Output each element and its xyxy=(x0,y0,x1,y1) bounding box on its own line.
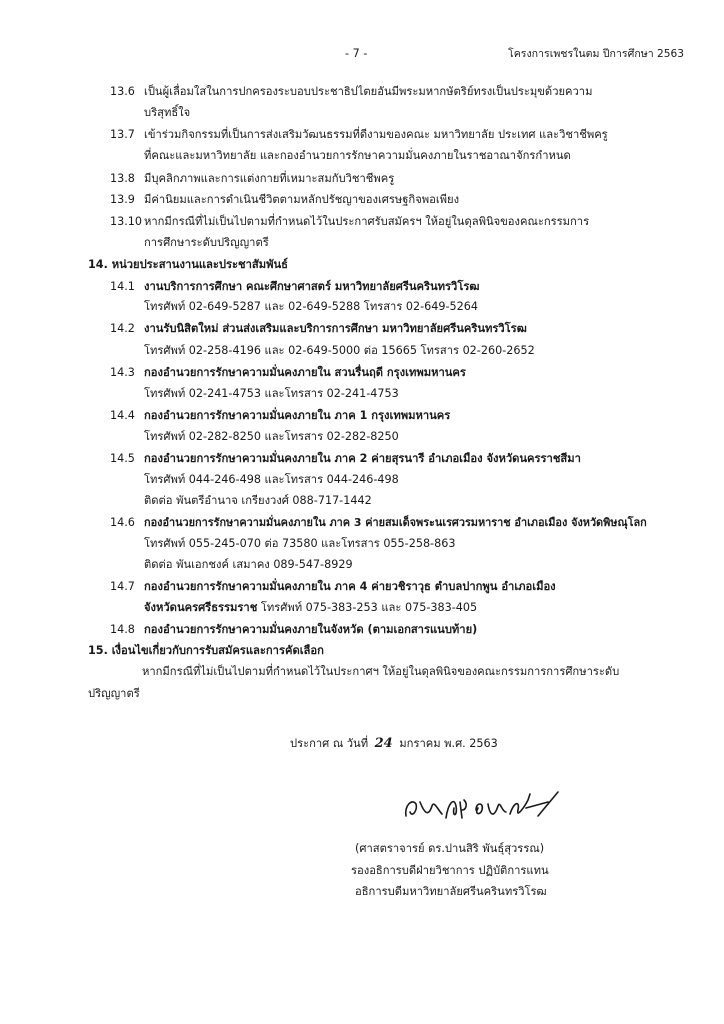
item-number: 14.3 xyxy=(110,366,135,379)
office-title: กองอำนวยการรักษาความมั่นคงภายใน ภาค 1 กรุงเทพมหานคร xyxy=(144,409,451,422)
item-text: การศึกษาระดับปริญญาตรี xyxy=(144,236,269,249)
item-number: 13.9 xyxy=(110,193,135,206)
paragraph-line: ปริญญาตรี xyxy=(88,687,140,700)
announce-prefix: ประกาศ ณ วันที่ xyxy=(290,737,369,750)
announcement-date xyxy=(290,737,498,751)
contact-person: ติดต่อ พันเอกชงค์ เสมาคง 089-547-8929 xyxy=(144,558,353,571)
item-text: ที่คณะและมหาวิทยาลัย และกองอำนวยการรักษาความมั่นคงภายในราชอาณาจักรกำหนด xyxy=(144,149,571,162)
item-number: 14.4 xyxy=(110,409,135,422)
item-text: มีค่านิยมและการดำเนินชีวิตตามหลักปรัชญาของเศรษฐกิจพอเพียง xyxy=(144,193,460,206)
office-title: กองอำนวยการรักษาความมั่นคงภายใน สวนรื่นฤดี กรุงเทพมหานคร xyxy=(144,366,466,379)
item-text: มีบุคลิกภาพและการแต่งกายที่เหมาะสมกับวิชาชีพครู xyxy=(144,172,395,185)
item-number: 13.7 xyxy=(110,128,135,141)
office-title: กองอำนวยการรักษาความมั่นคงภายในจังหวัด (ตามเอกสารแนบท้าย) xyxy=(144,623,478,636)
item-number: 14.2 xyxy=(110,322,135,335)
announce-suffix: มกราคม พ.ศ. 2563 xyxy=(399,737,498,750)
office-title: กองอำนวยการรักษาความมั่นคงภายใน ภาค 2 ค่ายสุรนารี อำเภอเมือง จังหวัดนครราชสีมา xyxy=(144,452,581,465)
contact-line: โทรศัพท์ 02-258-4196 และ 02-649-5000 ต่อ 15665 โทรสาร 02-260-2652 xyxy=(144,344,535,357)
paragraph-line: หากมีกรณีที่ไม่เป็นไปตามที่กำหนดไว้ในประกาศฯ ให้อยู่ในดุลพินิจของคณะกรรมการการศึกษาระดับ xyxy=(142,665,620,678)
item-number: 13.6 xyxy=(110,85,135,98)
signer-position: อธิการบดีมหาวิทยาลัยศรีนครินทรวิโรฒ xyxy=(355,885,547,898)
province-name: จังหวัดนครศรีธรรมราช xyxy=(144,601,258,614)
contact-line: โทรศัพท์ 02-649-5287 และ 02-649-5288 โทรสาร 02-649-5264 xyxy=(144,300,479,313)
section-heading: 14. หน่วยประสานงานและประชาสัมพันธ์ xyxy=(88,258,288,271)
item-text: หากมีกรณีที่ไม่เป็นไปตามที่กำหนดไว้ในประกาศรับสมัครฯ ให้อยู่ในดุลพินิจของคณะกรรมการ xyxy=(144,215,590,228)
signature xyxy=(398,788,568,828)
contact-line: โทรศัพท์ 044-246-498 และโทรสาร 044-246-498 xyxy=(144,473,399,486)
office-title: กองอำนวยการรักษาความมั่นคงภายใน ภาค 4 ค่ายวชิราวุธ ตำบลปากพูน อำเภอเมือง xyxy=(144,580,556,593)
item-number: 14.1 xyxy=(110,280,135,293)
project-header: โครงการเพชรในตม ปีการศึกษา 2563 xyxy=(508,48,684,60)
item-text: เข้าร่วมกิจกรรมที่เป็นการส่งเสริมวัฒนธรรมที่ดีงามของคณะ มหาวิทยาลัย ประเทศ และวิชาชีพครู xyxy=(144,128,608,141)
item-number: 13.8 xyxy=(110,172,135,185)
item-number: 14.8 xyxy=(110,623,135,636)
item-number: 13.10 xyxy=(110,215,143,228)
office-title: งานบริการการศึกษา คณะศึกษาศาสตร์ มหาวิทยาลัยศรีนครินทรวิโรฒ xyxy=(144,280,480,293)
item-text: เป็นผู้เลื่อมใสในการปกครองระบอบประชาธิปไตยอันมีพระมหากษัตริย์ทรงเป็นประมุขด้วยความ xyxy=(144,85,593,98)
item-number: 14.5 xyxy=(110,452,135,465)
item-number: 14.6 xyxy=(110,516,135,529)
signer-name: (ศาสตราจารย์ ดร.ปานสิริ พันธุ์สุวรรณ) xyxy=(355,842,545,855)
contact-line: โทรศัพท์ 055-245-070 ต่อ 73580 และโทรสาร 055-258-863 xyxy=(144,537,456,550)
item-text: บริสุทธิ์ใจ xyxy=(144,106,191,119)
contact-line: โทรศัพท์ 02-241-4753 และโทรสาร 02-241-4753 xyxy=(144,387,399,400)
announce-day: 24 xyxy=(374,736,393,751)
contact-line: โทรศัพท์ 02-282-8250 และโทรสาร 02-282-8250 xyxy=(144,430,399,443)
office-title: กองอำนวยการรักษาความมั่นคงภายใน ภาค 3 ค่ายสมเด็จพระนเรศวรมหาราช อำเภอเมือง จังหวัดพิษณุโลก xyxy=(144,516,647,529)
contact-line: โทรศัพท์ 075-383-253 และ 075-383-405 xyxy=(257,601,478,614)
office-title: งานรับนิสิตใหม่ ส่วนส่งเสริมและบริการการศึกษา มหาวิทยาลัยศรีนครินทรวิโรฒ xyxy=(144,322,527,335)
contact-person: ติดต่อ พันตรีอำนาจ เกรียงวงศ์ 088-717-1442 xyxy=(144,494,372,507)
section-heading: 15. เงื่อนไขเกี่ยวกับการรับสมัครและการคัดเลือก xyxy=(88,644,324,657)
item-number: 14.7 xyxy=(110,580,135,593)
signer-position: รองอธิการบดีฝ่ายวิชาการ ปฏิบัติการแทน xyxy=(351,864,549,877)
office-title-cont xyxy=(144,601,477,615)
signature-drawing xyxy=(398,788,568,828)
page-number: - 7 - xyxy=(345,47,368,60)
